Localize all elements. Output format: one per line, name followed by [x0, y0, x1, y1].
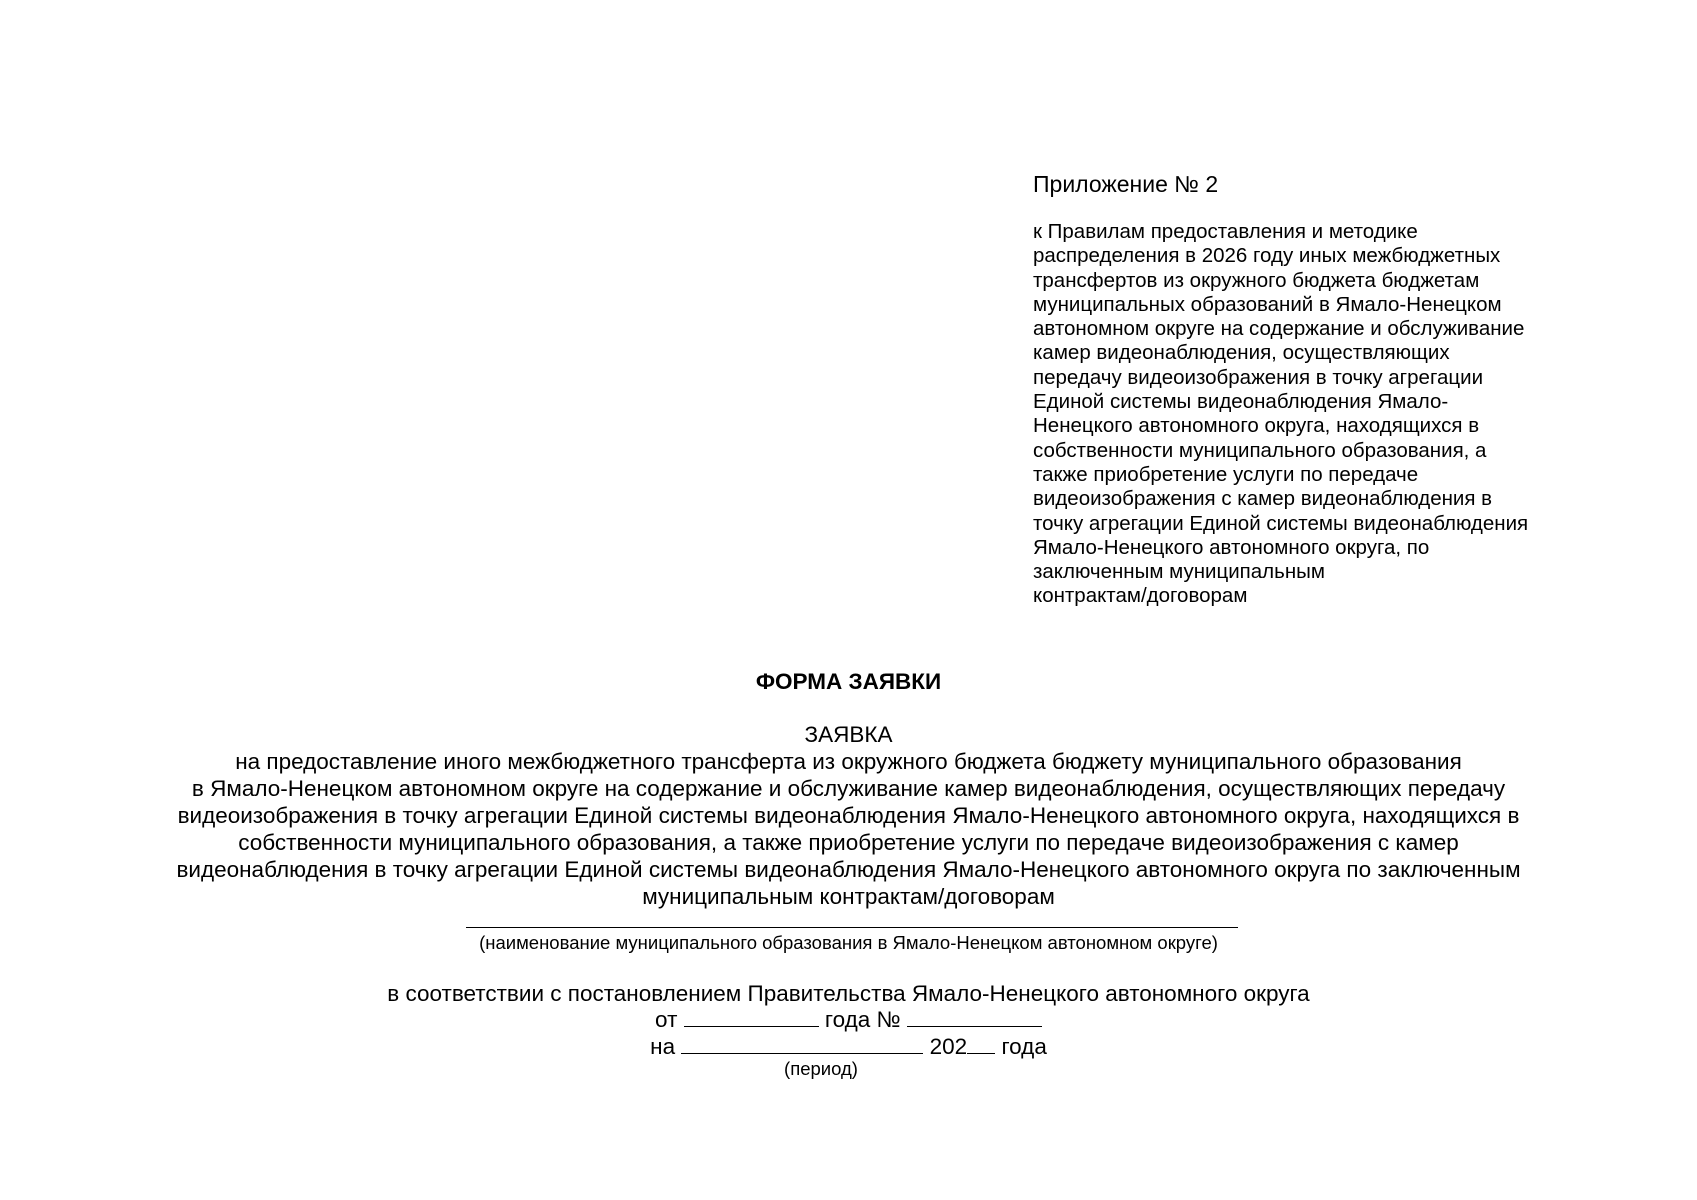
description-line: видеонаблюдения в точку агрегации Единой системы видеонаблюдения Ямало-Ненецкого автономного округа по заключенным [176, 857, 1521, 882]
municipality-name-caption: (наименование муниципального образования в Ямало-Ненецком автономном округе) [479, 932, 1218, 953]
year-number-label: года № [824, 1007, 901, 1032]
appendix-line: передачу видеоизображения в точку агрегации [1033, 365, 1484, 389]
period-row [0, 1033, 1697, 1060]
resolution-date-row [0, 1006, 1697, 1033]
from-label: от [655, 1007, 678, 1032]
appendix-line: Единой системы видеонаблюдения Ямало- [1033, 390, 1449, 414]
appendix-text [1033, 220, 1593, 609]
appendix-line: автономном округе на содержание и обслуживание [1033, 317, 1525, 341]
description-line: муниципальным контрактам/договорам [642, 884, 1055, 909]
description-line: собственности муниципального образования, а также приобретение услуги по передаче видеоизображения с камер [238, 830, 1459, 855]
resolution-date-field[interactable] [684, 1006, 819, 1027]
application-heading: ЗАЯВКА [804, 722, 893, 747]
period-caption: (период) [784, 1058, 858, 1079]
description-line: на предоставление иного межбюджетного трансферта из окружного бюджета бюджету муниципального образования [235, 749, 1462, 774]
appendix-line: Ямало-Ненецкого автономного округа, по [1033, 535, 1430, 559]
appendix-line: распределения в 2026 году иных межбюджетных [1033, 244, 1501, 268]
appendix-line: заключенным муниципальным [1033, 560, 1325, 584]
appendix-title: Приложение № 2 [1033, 171, 1219, 197]
year-prefix: 202 [929, 1034, 968, 1059]
appendix-line: Ненецкого автономного округа, находящихся в [1033, 414, 1480, 438]
appendix-line: контрактам/договорам [1033, 584, 1248, 608]
description-line: видеоизображения в точку агрегации Единой системы видеонаблюдения Ямало-Ненецкого автономного округа, находящихся в [177, 803, 1520, 828]
year-digit-field[interactable] [967, 1033, 995, 1054]
appendix-block [1033, 170, 1593, 609]
on-label: на [650, 1034, 676, 1059]
appendix-line: точку агрегации Единой системы видеонаблюдения [1033, 511, 1529, 535]
accordance-text: в соответствии с постановлением Правительства Ямало-Ненецкого автономного округа [387, 981, 1310, 1006]
appendix-line: муниципальных образований в Ямало-Ненецком [1033, 292, 1502, 316]
year-suffix: года [1001, 1034, 1047, 1059]
appendix-line: трансфертов из окружного бюджета бюджетам [1033, 268, 1480, 292]
appendix-line: видеоизображения с камер видеонаблюдения в [1033, 487, 1493, 511]
appendix-line: камер видеонаблюдения, осуществляющих [1033, 341, 1450, 365]
appendix-line: к Правилам предоставления и методике [1033, 220, 1418, 243]
form-title: ФОРМА ЗАЯВКИ [755, 669, 942, 694]
appendix-line: собственности муниципального образования, а [1033, 438, 1487, 462]
period-field[interactable] [681, 1033, 923, 1054]
municipality-name-field[interactable] [466, 927, 1238, 928]
appendix-line: также приобретение услуги по передаче [1033, 462, 1419, 486]
resolution-number-field[interactable] [907, 1006, 1042, 1027]
description-line: в Ямало-Ненецком автономном округе на содержание и обслуживание камер видеонаблюдения, осуществляющих передачу [191, 776, 1506, 801]
application-description [0, 748, 1697, 910]
